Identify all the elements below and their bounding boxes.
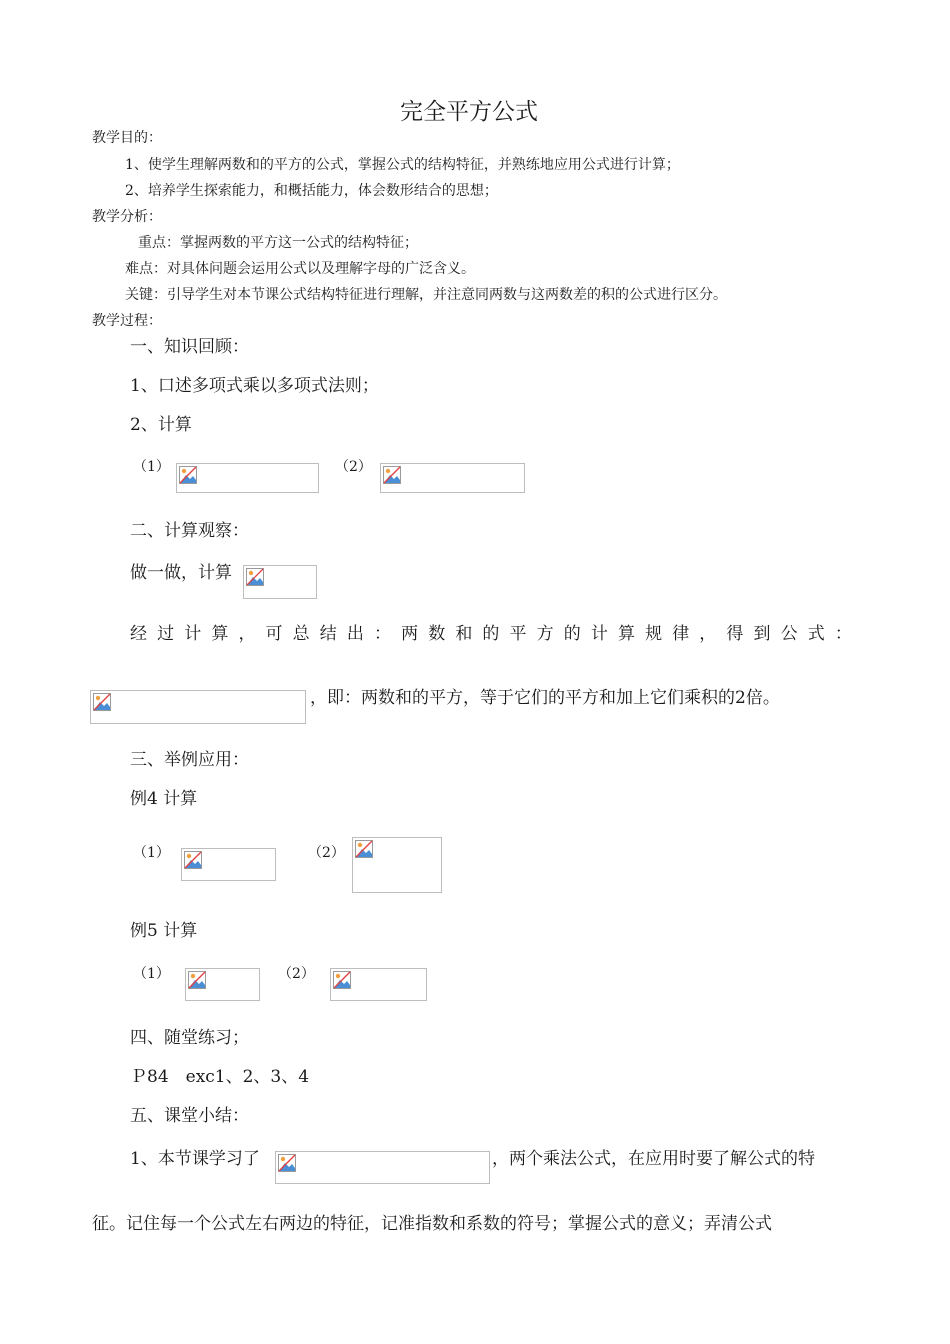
objective-2: 2、培养学生探索能力，和概括能力，体会数形结合的思想； bbox=[125, 183, 498, 199]
section-review: 一、知识回顾： bbox=[130, 337, 249, 357]
summary-char: 律 bbox=[672, 624, 690, 644]
example-5: 例5 计算 bbox=[130, 921, 198, 941]
summary-line bbox=[130, 626, 852, 643]
broken-image-icon bbox=[184, 851, 202, 869]
summary-char: 平 bbox=[509, 624, 527, 644]
formula-image bbox=[185, 968, 260, 1001]
formula-meaning: ，即：两数和的平方，等于它们的平方和加上它们乘积的2倍。 bbox=[310, 688, 780, 708]
summary-char: 结 bbox=[319, 624, 337, 644]
summary-char: 的 bbox=[482, 624, 500, 644]
summary-char: 和 bbox=[455, 624, 473, 644]
objective-1: 1、使学生理解两数和的平方的公式，掌握公式的结构特征，并熟练地应用公式进行计算； bbox=[125, 157, 680, 173]
formula-image bbox=[90, 690, 306, 724]
summary-char: 算 bbox=[211, 624, 229, 644]
summary-2: 征。记住每一个公式左右两边的特征，记准指数和系数的符号；掌握公式的意义；弄清公式 bbox=[92, 1214, 772, 1234]
key-point: 重点：掌握两数的平方这一公式的结构特征； bbox=[138, 235, 418, 251]
section-summary: 五、课堂小结： bbox=[130, 1106, 249, 1126]
practice-items: Ｐ84 exc1、2、3、4 bbox=[130, 1067, 310, 1087]
example-4-label-2: （2） bbox=[308, 845, 345, 861]
objectives-heading: 教学目的： bbox=[92, 130, 162, 146]
section-observe: 二、计算观察： bbox=[130, 521, 249, 541]
section-practice: 四、随堂练习； bbox=[130, 1028, 249, 1048]
summary-char: 数 bbox=[428, 624, 446, 644]
formula-image bbox=[330, 968, 427, 1001]
summary-1-pre: 1、本节课学习了 bbox=[130, 1149, 260, 1169]
summary-char: 计 bbox=[590, 624, 608, 644]
summary-char: 出 bbox=[346, 624, 364, 644]
summary-char: 的 bbox=[563, 624, 581, 644]
broken-image-icon bbox=[383, 466, 401, 484]
formula-image bbox=[275, 1151, 490, 1184]
summary-char: 总 bbox=[292, 624, 310, 644]
summary-char: ， bbox=[238, 624, 256, 644]
formula-image bbox=[176, 463, 319, 493]
summary-char: 公 bbox=[780, 624, 798, 644]
example-4: 例4 计算 bbox=[130, 789, 198, 809]
review-label-2: （2） bbox=[335, 459, 372, 475]
broken-image-icon bbox=[278, 1154, 296, 1172]
formula-image bbox=[352, 837, 442, 893]
example-5-label-1: （1） bbox=[133, 966, 170, 982]
summary-char: 得 bbox=[726, 624, 744, 644]
review-item-2: 2、计算 bbox=[130, 415, 192, 435]
summary-char: 两 bbox=[401, 624, 419, 644]
example-5-label-2: （2） bbox=[278, 966, 315, 982]
broken-image-icon bbox=[179, 466, 197, 484]
broken-image-icon bbox=[333, 971, 351, 989]
review-label-1: （1） bbox=[133, 459, 170, 475]
summary-char: ： bbox=[834, 624, 852, 644]
broken-image-icon bbox=[188, 971, 206, 989]
summary-char: 经 bbox=[130, 624, 147, 644]
section-examples: 三、举例应用： bbox=[130, 750, 249, 770]
broken-image-icon bbox=[355, 840, 373, 858]
summary-char: 可 bbox=[265, 624, 283, 644]
try-it: 做一做，计算 bbox=[130, 563, 232, 583]
formula-image bbox=[181, 848, 276, 881]
review-item-1-text: 1、口述多项式乘以多项式法则； bbox=[130, 376, 379, 396]
summary-1-post: ，两个乘法公式，在应用时要了解公式的特 bbox=[492, 1149, 815, 1169]
page-title: 完全平方公式 bbox=[400, 99, 538, 125]
summary-char: 规 bbox=[645, 624, 663, 644]
process-heading: 教学过程： bbox=[92, 313, 162, 329]
analysis-heading: 教学分析： bbox=[92, 209, 162, 225]
summary-char: 计 bbox=[184, 624, 202, 644]
summary-char: ， bbox=[699, 624, 717, 644]
summary-char: ： bbox=[373, 624, 391, 644]
summary-char: 算 bbox=[617, 624, 635, 644]
broken-image-icon bbox=[246, 568, 264, 586]
example-4-label-1: （1） bbox=[133, 845, 170, 861]
summary-char: 式 bbox=[807, 624, 825, 644]
summary-char: 方 bbox=[536, 624, 554, 644]
formula-image bbox=[380, 463, 525, 493]
formula-image bbox=[243, 565, 317, 599]
broken-image-icon bbox=[93, 693, 111, 711]
summary-char: 过 bbox=[157, 624, 175, 644]
crux: 关键：引导学生对本节课公式结构特征进行理解，并注意同两数与这两数差的积的公式进行区分。 bbox=[125, 287, 727, 303]
summary-char: 到 bbox=[753, 624, 771, 644]
difficulty: 难点：对具体问题会运用公式以及理解字母的广泛含义。 bbox=[125, 261, 475, 277]
